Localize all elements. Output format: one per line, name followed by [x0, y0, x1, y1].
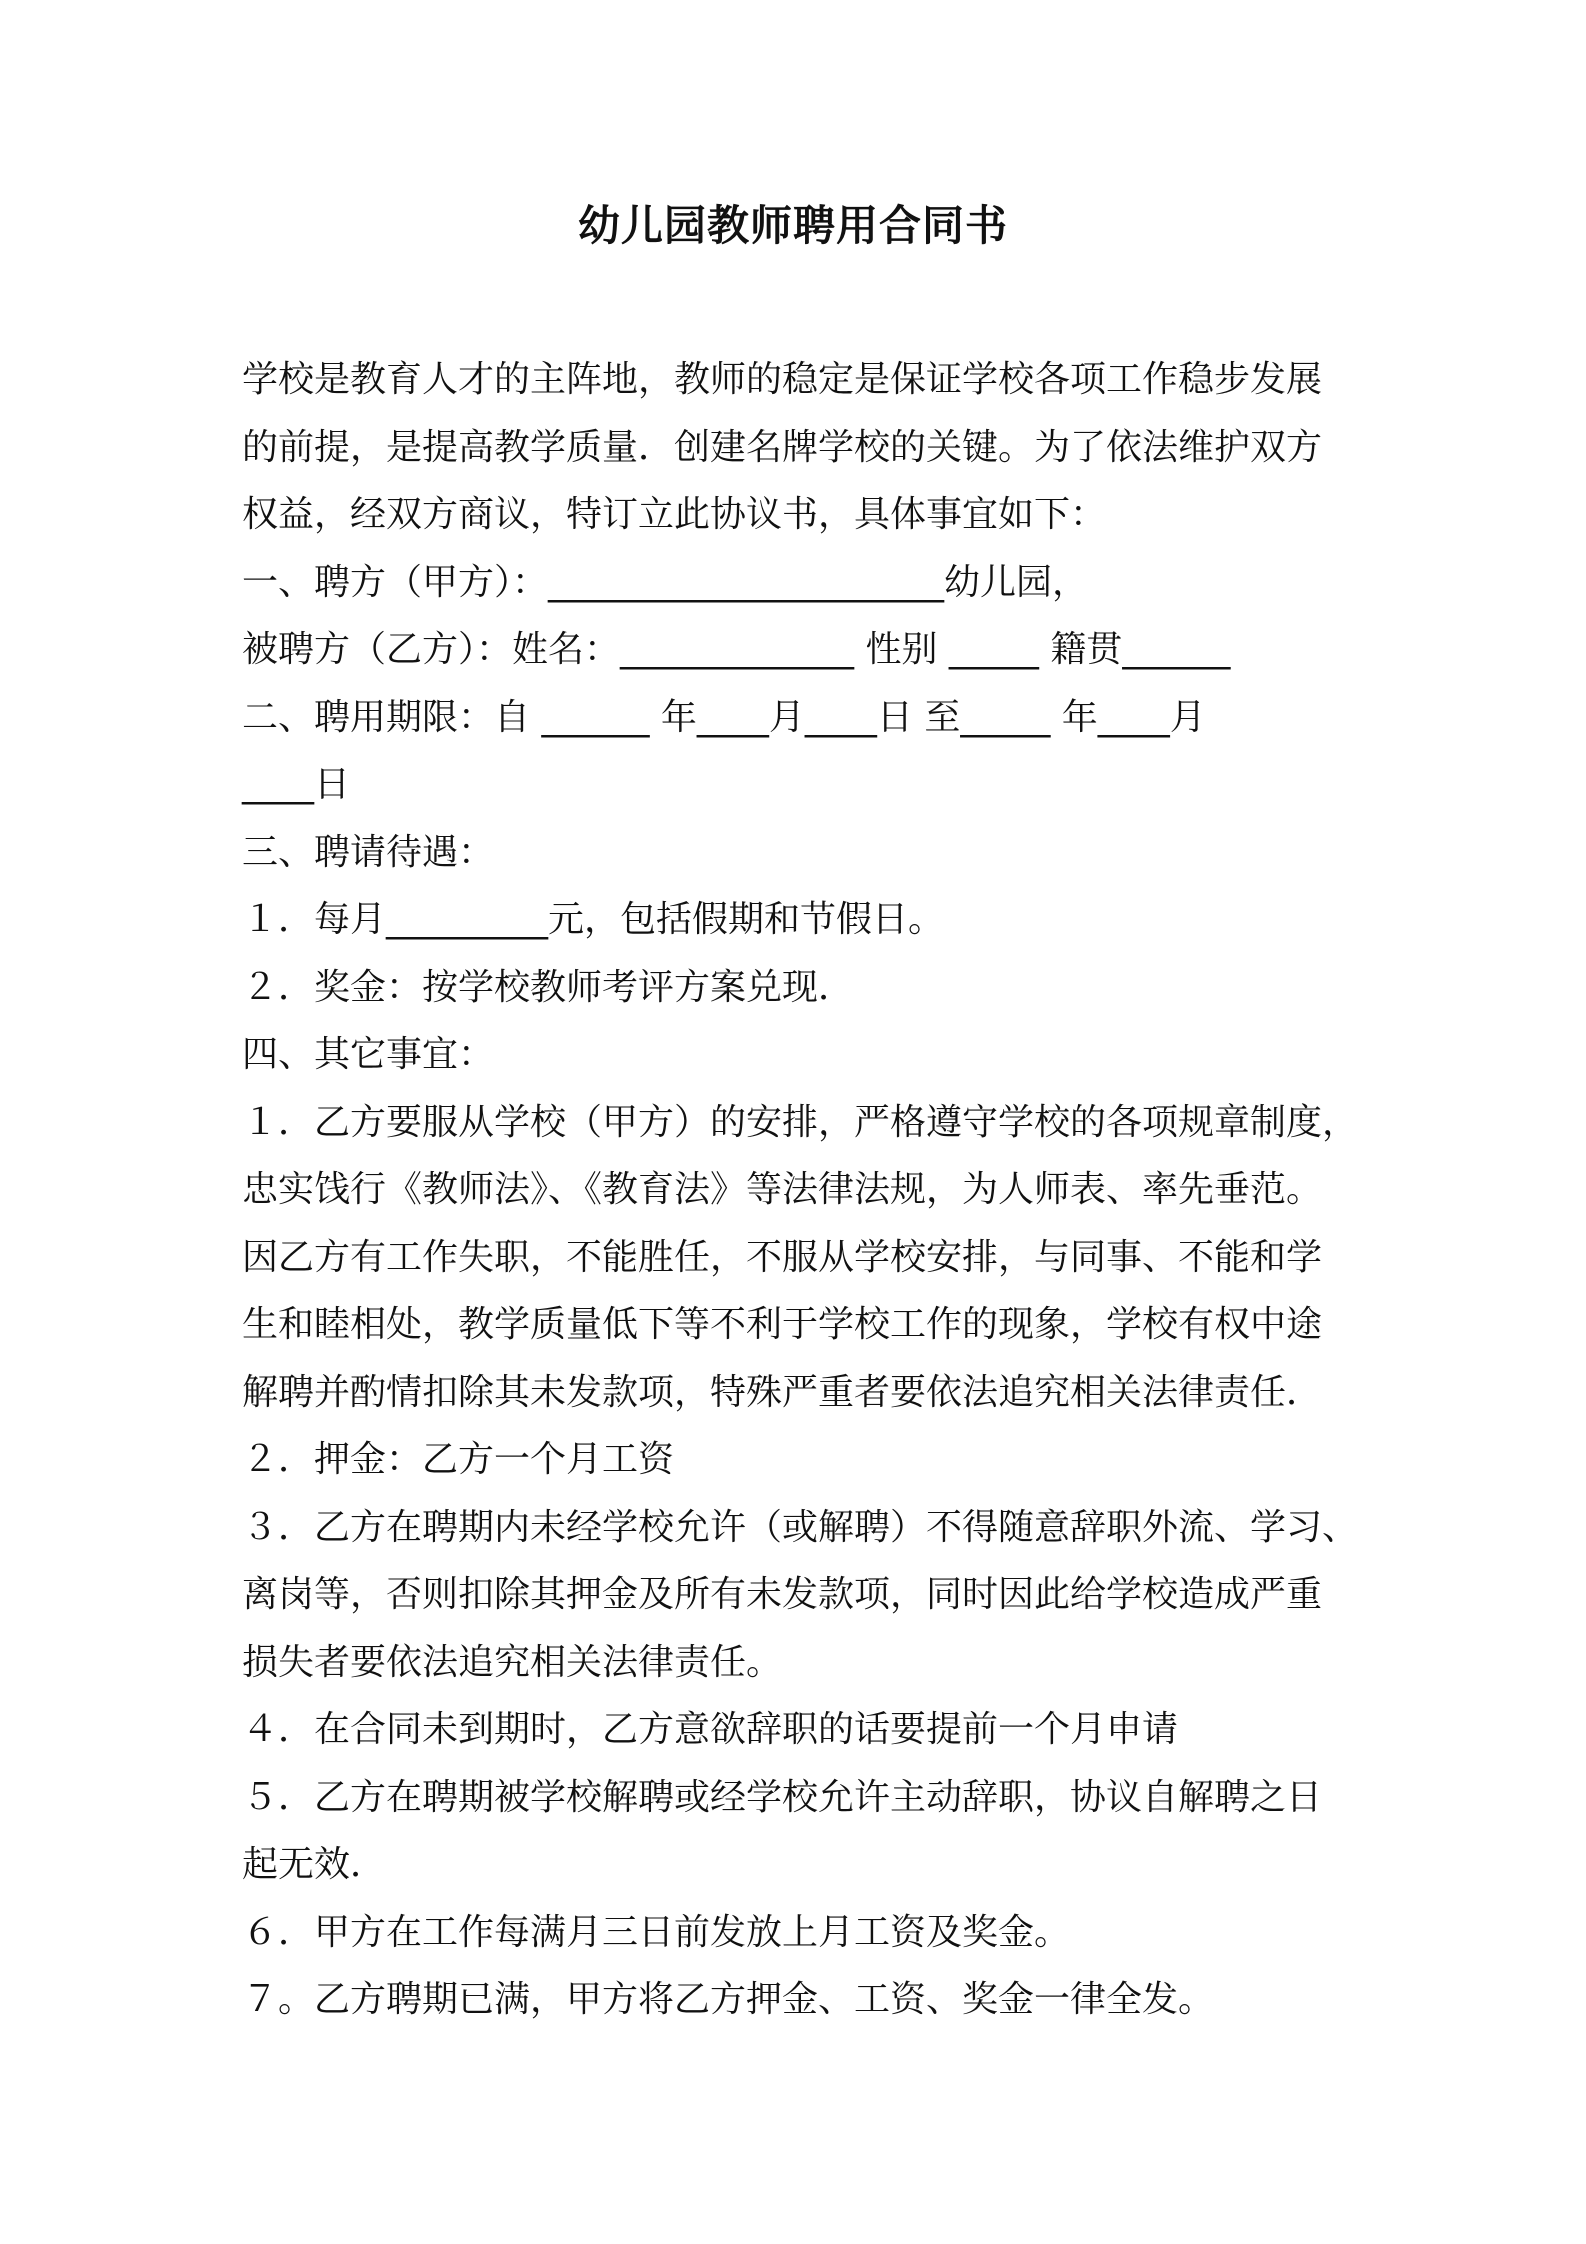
intro-line: 的前提，是提高教学质量．创建名牌学校的关键。为了依法维护双方 — [242, 426, 1323, 468]
section-heading: 三、聘请待遇： — [242, 831, 495, 873]
intro-line: 权益，经双方商议，特订立此协议书，具体事宜如下： — [242, 494, 1107, 535]
intro-line: 学校是教育人才的主阵地，教师的稳定是保证学校各项工作稳步发展 — [242, 359, 1323, 400]
clause-line: ６．甲方在工作每满月三日前发放上月工资及奖金。 — [242, 1911, 1071, 1953]
clause-line: 因乙方有工作失职，不能胜任，不服从学校安排，与同事、不能和学 — [242, 1236, 1323, 1278]
clause-line: １．乙方要服从学校（甲方）的安排，严格遵守学校的各项规章制度， — [242, 1101, 1359, 1143]
employer-line: 一、聘方（甲方）：______________________幼儿园， — [242, 561, 1089, 603]
document-body — [242, 346, 1359, 2034]
clause-line: ２．奖金：按学校教师考评方案兑现． — [242, 966, 855, 1008]
clause-line: 忠实饯行《教师法》、《教育法》等法律法规，为人师表、率先垂范。 — [242, 1169, 1323, 1210]
clause-line: 生和睦相处，教学质量低下等不利于学校工作的现象，学校有权中途 — [242, 1304, 1323, 1345]
clause-line: ５．乙方在聘期被学校解聘或经学校允许主动辞职，协议自解聘之日 — [242, 1776, 1323, 1818]
employee-line: 被聘方（乙方）：姓名：_____________ 性别 _____ 籍贯______ — [242, 629, 1231, 670]
clause-line: ３．乙方在聘期内未经学校允许（或解聘）不得随意辞职外流、学习、 — [242, 1506, 1359, 1548]
clause-line: 离岗等，否则扣除其押金及所有未发款项，同时因此给学校造成严重 — [242, 1574, 1323, 1615]
section-heading: 四、其它事宜： — [242, 1034, 495, 1075]
clause-line: ４．在合同未到期时，乙方意欲辞职的话要提前一个月申请 — [242, 1709, 1179, 1750]
clause-line: 解聘并酌情扣除其未发款项，特殊严重者要依法追究相关法律责任． — [242, 1371, 1323, 1413]
clause-line: ２．押金：乙方一个月工资 — [242, 1439, 675, 1480]
term-line: 二、聘用期限：自 ______ 年____月____日 至_____ 年____月 — [242, 696, 1206, 738]
document-title: 幼儿园教师聘用合同书 — [577, 201, 1008, 250]
term-line: ____日 — [242, 764, 351, 805]
clause-line: 起无效． — [242, 1844, 387, 1885]
clause-line: ７。乙方聘期已满，甲方将乙方押金、工资、奖金一律全发。 — [242, 1979, 1215, 2020]
clause-line: 损失者要依法追究相关法律责任。 — [242, 1641, 783, 1683]
clause-line: １．每月_________元，包括假期和节假日。 — [242, 899, 945, 940]
